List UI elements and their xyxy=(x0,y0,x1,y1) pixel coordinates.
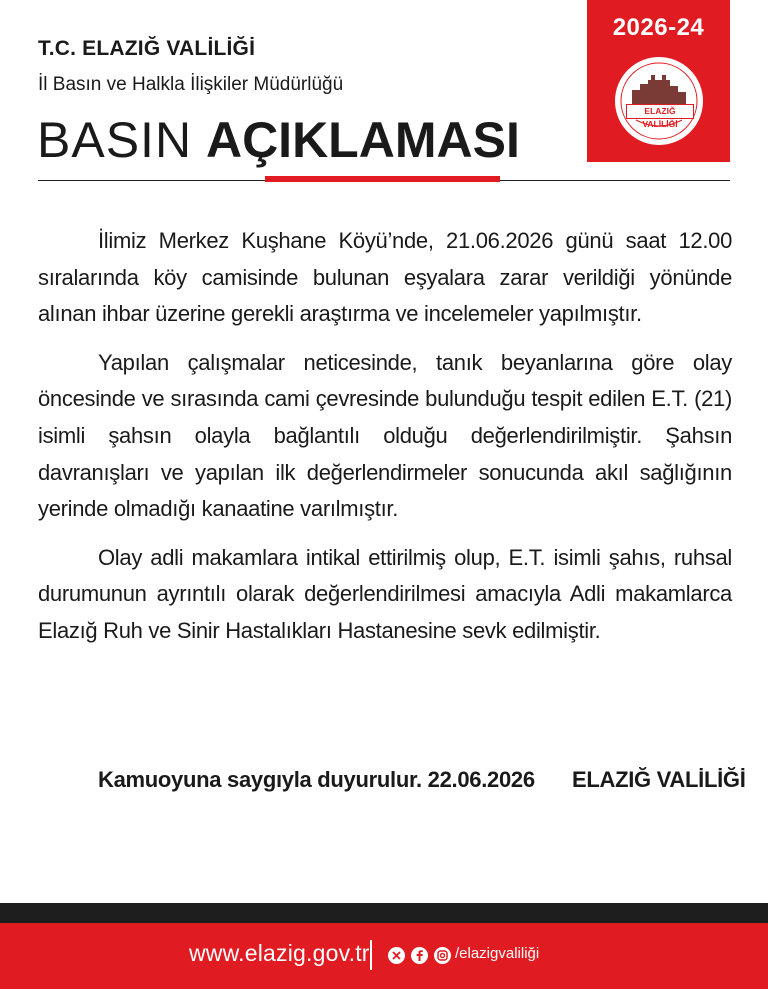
headline-bold: AÇIKLAMASI xyxy=(205,112,520,168)
website-link[interactable]: www.elazig.gov.tr xyxy=(189,940,370,966)
paragraph-2: Yapılan çalışmalar neticesinde, tanık beyanlarına göre olay öncesinde ve sırasında cami çevresinde bulunduğu tespit edilen E.T. (21) isimli şahsın olayla bağlantılı olduğu değerlendirilmiştir. Şahsın davranışları ve yapılan ilk değerlendirmeler sonucunda akıl sağlığının yerinde olmadığı kanaatine varılmıştır. xyxy=(38,349,732,522)
seal-label: ELAZIĞ VALİLİĞİ xyxy=(626,104,694,119)
footer-separator xyxy=(370,940,372,970)
page-title xyxy=(37,112,520,168)
instagram-icon[interactable] xyxy=(434,947,451,964)
closing-line: Kamuoyuna saygıyla duyurulur. 22.06.2026 xyxy=(98,767,535,792)
governorship-seal xyxy=(615,57,703,145)
announcement-number: 2026-24 xyxy=(612,14,705,41)
headline-light: BASIN xyxy=(37,112,193,168)
footer-dark-band xyxy=(0,903,768,923)
signature: ELAZIĞ VALİLİĞİ xyxy=(572,767,746,792)
paragraph-1: İlimiz Merkez Kuşhane Köyü’nde, 21.06.2026 günü saat 12.00 sıralarında köy camisinde bulunan eşyalara zarar verildiği yönünde alınan ihbar üzerine gerekli araştırma ve incelemeler yapılmıştır. xyxy=(38,228,732,327)
paragraph-3: Olay adli makamlara intikal ettirilmiş olup, E.T. isimli şahıs, ruhsal durumunun ayrıntılı olarak değerlendirilmesi amacıyla Adli makamlarca Elazığ Ruh ve Sinir Hastalıkları Hastanesine sevk edilmiştir. xyxy=(38,544,732,643)
header-accent-bar xyxy=(265,176,500,182)
social-handle[interactable]: /elazigvaliliği xyxy=(455,945,540,962)
facebook-icon[interactable] xyxy=(411,947,428,964)
announcement-badge xyxy=(587,0,730,162)
footer xyxy=(0,923,768,989)
x-icon[interactable] xyxy=(388,947,405,964)
press-release-body xyxy=(38,223,732,662)
org-title: T.C. ELAZIĞ VALİLİĞİ xyxy=(38,37,256,60)
org-subtitle: İl Basın ve Halkla İlişkiler Müdürlüğü xyxy=(38,74,344,95)
